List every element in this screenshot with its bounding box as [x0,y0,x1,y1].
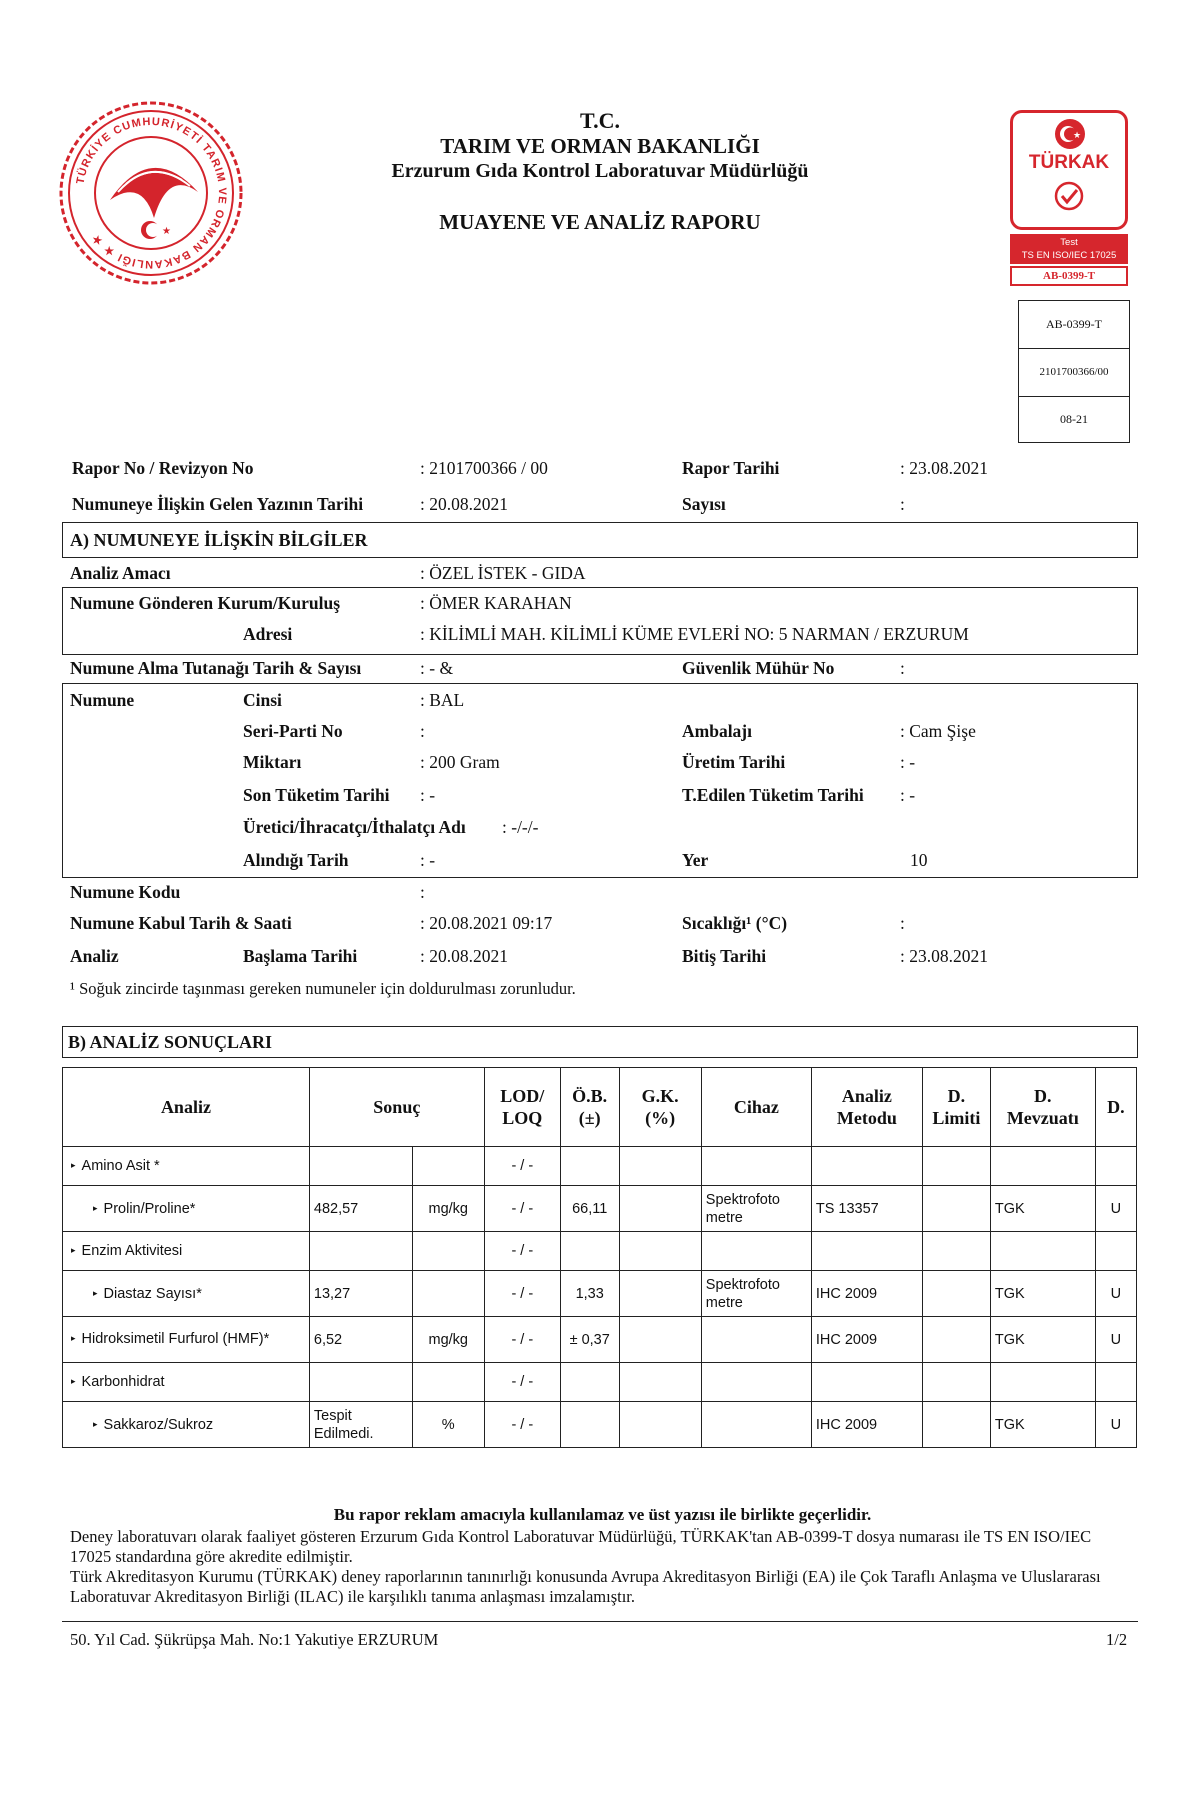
row-d [1095,1147,1136,1186]
row-d [1095,1363,1136,1402]
analiz-amaci-label: Analiz Amacı [70,563,171,583]
row-metod: IHC 2009 [811,1271,922,1317]
t-edilen-label: T.Edilen Tüketim Tarihi [682,785,864,805]
gonderen-label: Numune Gönderen Kurum/Kuruluş [70,593,341,613]
cinsi-label: Cinsi [243,690,282,710]
yer-value: 10 [910,850,928,870]
uretim-value: : - [900,752,916,772]
row-ob [560,1363,619,1402]
numune-kodu-value: : [420,882,425,902]
row-lod: - / - [484,1232,560,1271]
row-analysis-name [63,1232,310,1271]
row-mevzuat [990,1147,1095,1186]
document-id-box [1018,300,1130,443]
row-metod: TS 13357 [811,1186,922,1232]
row-limit [922,1363,990,1402]
row-gk [619,1317,701,1363]
row-ob: ± 0,37 [560,1317,619,1363]
row-d [1095,1232,1136,1271]
lab-name: Erzurum Gıda Kontrol Laboratuvar Müdürlüğü [391,160,809,182]
row-lod: - / - [484,1147,560,1186]
footer-warning: Bu rapor reklam amacıyla kullanılamaz ve üst yazısı ile birlikte geçerlidir. [333,1505,872,1524]
row-ob: 66,11 [560,1186,619,1232]
row-gk [619,1363,701,1402]
cell-text: Amino Asit * [81,1158,160,1174]
footer-address: 50. Yıl Cad. Şükrüpşa Mah. No:1 Yakutiye ERZURUM [70,1630,439,1649]
uretici-value: : -/-/- [502,817,539,837]
row-mevzuat: TGK [990,1402,1095,1448]
cinsi-value: : BAL [420,690,465,710]
bullet-icon: ▸ [93,1287,98,1298]
adres-value: : KİLİMLİ MAH. KİLİMLİ KÜME EVLERİ NO: 5 NARMAN / ERZURUM [420,624,969,644]
guvenlik-label: Güvenlik Mühür No [682,658,835,678]
rapor-no-label: Rapor No / Revizyon No [72,458,254,478]
row-d: U [1095,1186,1136,1232]
row-ob [560,1147,619,1186]
row-limit [922,1232,990,1271]
row-cihaz: Spektrofoto metre [701,1271,811,1317]
rapor-tarihi-value: : 23.08.2021 [900,458,988,478]
analiz-label: Analiz [70,946,119,966]
row-mevzuat: TGK [990,1317,1095,1363]
numune-label: Numune [70,690,135,710]
cell-text: Karbonhidrat [81,1374,165,1390]
col-analiz [63,1068,310,1147]
kabul-label: Numune Kabul Tarih & Saati [70,913,292,933]
id-accreditation: AB-0399-T [1019,301,1129,349]
row-metod [811,1232,922,1271]
yazi-tarihi-value: : 20.08.2021 [420,494,508,514]
row-unit [412,1271,484,1317]
col-metod [811,1068,922,1147]
uretici-label: Üretici/İhracatçı/İthalatçı Adı [243,817,466,837]
row-analysis-name [63,1317,310,1363]
row-analysis-name [63,1363,310,1402]
analiz-amaci-value: : ÖZEL İSTEK - GIDA [420,563,586,583]
footer-notes [70,1505,1135,1607]
col-metod-label: Analiz Metodu [836,1086,897,1128]
tutanak-value: : - & [420,658,454,678]
row-lod: - / - [484,1317,560,1363]
yazi-tarihi-label: Numuneye İlişkin Gelen Yazının Tarihi [72,494,364,514]
table-row [63,1232,1137,1271]
row-gk [619,1147,701,1186]
son-tuketim-value: : - [420,785,436,805]
table-header-row [63,1068,1137,1147]
bullet-icon: ▸ [93,1418,98,1429]
row-result: 482,57 [309,1186,412,1232]
miktar-label: Miktarı [243,752,302,772]
col-d-label: D. [1107,1097,1125,1117]
row-unit [412,1147,484,1186]
tutanak-label: Numune Alma Tutanağı Tarih & Sayısı [70,658,362,678]
sayisi-label: Sayısı [682,494,726,514]
svg-text:★: ★ [1073,130,1082,140]
col-sonuc [309,1068,484,1147]
row-cihaz [701,1402,811,1448]
col-gk-label: G.K. (%) [641,1086,679,1128]
rapor-tarihi-label: Rapor Tarihi [682,458,780,478]
turkak-test-band [1010,234,1128,264]
row-analysis-name [63,1147,310,1186]
row-cihaz [701,1317,811,1363]
row-limit [922,1402,990,1448]
t-edilen-value: : - [900,785,916,805]
alindigi-value: : - [420,850,436,870]
cell-text: Sakkaroz/Sukroz [103,1416,214,1433]
row-metod: IHC 2009 [811,1317,922,1363]
row-unit [412,1232,484,1271]
row-result [309,1363,412,1402]
footer-accreditation: Deney laboratuvarı olarak faaliyet gösteren Erzurum Gıda Kontrol Laboratuvar Müdürlüğü, TÜRKAK'tan AB-0399-T dosya numarası ile TS EN ISO/IEC 17025 standardına göre akredite edilmiştir. [70,1527,1092,1566]
row-cihaz [701,1147,811,1186]
row-d: U [1095,1317,1136,1363]
svg-text:★: ★ [162,226,171,237]
row-result: 6,52 [309,1317,412,1363]
uretim-label: Üretim Tarihi [682,752,786,772]
row-mevzuat [990,1232,1095,1271]
table-row [63,1402,1137,1448]
col-cihaz-label: Cihaz [733,1097,779,1117]
row-lod: - / - [484,1271,560,1317]
footer-recognition: Türk Akreditasyon Kurumu (TÜRKAK) deney raporlarının tanınırlığı konusunda Avrupa Akreditasyon Birliği (EA) ile Çok Taraflı Anlaşma ve Uluslararası Laboratuvar Akreditasyon Birliği (ILAC) ile karşılıklı tanıma anlaşması imzalamıştır. [70,1567,1101,1606]
row-gk [619,1186,701,1232]
row-limit [922,1186,990,1232]
cell-text: Prolin/Proline* [103,1200,196,1217]
row-analysis-name [63,1402,310,1448]
section-a-title: A) NUMUNEYE İLİŞKİN BİLGİLER [70,530,368,550]
sicaklik-label: Sıcaklığı¹ (°C) [682,913,788,933]
row-cihaz [701,1232,811,1271]
id-report-number: 2101700366/00 [1019,349,1129,397]
bitis-label: Bitiş Tarihi [682,946,767,966]
col-d [1095,1068,1136,1147]
yer-label: Yer [682,850,709,870]
col-lod-label: LOD/ LOQ [500,1086,545,1128]
crescent-star-icon [1054,118,1086,150]
table-row [63,1186,1137,1232]
col-limit [922,1068,990,1147]
row-limit [922,1147,990,1186]
row-d: U [1095,1271,1136,1317]
turkak-test-label: Test [1060,237,1078,248]
cell-text: Hidroksimetil Furfurol (HMF)* [81,1330,270,1347]
bullet-icon: ▸ [71,1332,76,1343]
footnote: ¹ Soğuk zincirde taşınması gereken numuneler için doldurulması zorunludur. [70,979,576,998]
row-gk [619,1232,701,1271]
col-cihaz [701,1068,811,1147]
page-number: 1/2 [1106,1630,1128,1649]
results-table [62,1067,1137,1448]
baslama-label: Başlama Tarihi [243,946,358,966]
bullet-icon: ▸ [71,1245,76,1255]
row-metod [811,1147,922,1186]
gonderen-value: : ÖMER KARAHAN [420,593,572,613]
seri-label: Seri-Parti No [243,721,343,741]
row-mevzuat: TGK [990,1186,1095,1232]
document-header [330,108,870,235]
col-gk [619,1068,701,1147]
col-limit-label: D. Limiti [932,1086,981,1128]
row-d: U [1095,1402,1136,1448]
bullet-icon: ▸ [93,1202,98,1213]
numune-kodu-label: Numune Kodu [70,882,181,902]
row-limit [922,1317,990,1363]
baslama-value: : 20.08.2021 [420,946,508,966]
turkak-standard: TS EN ISO/IEC 17025 [1021,250,1117,261]
row-lod: - / - [484,1363,560,1402]
row-result: Tespit Edilmedi. [309,1402,412,1448]
row-lod: - / - [484,1186,560,1232]
row-ob [560,1232,619,1271]
row-gk [619,1271,701,1317]
section-b-title: B) ANALİZ SONUÇLARI [68,1032,273,1052]
col-ob-label: Ö.B. (±) [572,1086,608,1128]
col-sonuc-label: Sonuç [373,1097,421,1117]
bitis-value: : 23.08.2021 [900,946,988,966]
row-gk [619,1402,701,1448]
row-unit [412,1363,484,1402]
id-revision-date: 08-21 [1060,412,1088,426]
row-unit: mg/kg [412,1317,484,1363]
ambalaj-label: Ambalajı [682,721,752,741]
guvenlik-value: : [900,658,905,678]
miktar-value: : 200 Gram [420,752,500,772]
row-lod: - / - [484,1402,560,1448]
ambalaj-value: : Cam Şişe [900,721,976,741]
rapor-no-value: : 2101700366 / 00 [420,458,548,478]
row-ob [560,1402,619,1448]
seri-value: : [420,721,425,741]
col-mevzuat [990,1068,1095,1147]
turkak-brand: TÜRKAK [1028,152,1110,173]
row-cihaz: Spektrofoto metre [701,1186,811,1232]
footer-rule [62,1621,1138,1622]
row-mevzuat: TGK [990,1271,1095,1317]
checkmark-icon [1053,180,1085,212]
table-row [63,1271,1137,1317]
bullet-icon: ▸ [71,1376,76,1386]
col-mevzuat-label: D. Mevzuatı [1006,1086,1079,1128]
sample-box [62,683,1138,878]
cell-text: Enzim Aktivitesi [81,1243,183,1259]
row-limit [922,1271,990,1317]
table-row [63,1363,1137,1402]
alindigi-label: Alındığı Tarih [243,850,349,870]
row-metod [811,1363,922,1402]
report-title: MUAYENE VE ANALİZ RAPORU [439,210,761,234]
col-analiz-label: Analiz [160,1097,211,1117]
row-analysis-name [63,1186,310,1232]
row-mevzuat [990,1363,1095,1402]
cell-text: Diastaz Sayısı* [103,1285,202,1302]
row-result [309,1147,412,1186]
kabul-value: : 20.08.2021 09:17 [420,913,553,933]
sicaklik-value: : [900,913,905,933]
row-metod: IHC 2009 [811,1402,922,1448]
table-row [63,1317,1137,1363]
row-ob: 1,33 [560,1271,619,1317]
turkak-logo [1010,110,1128,285]
row-cihaz [701,1363,811,1402]
col-lod [484,1068,560,1147]
bullet-icon: ▸ [71,1160,76,1170]
sayisi-value: : [900,494,905,514]
son-tuketim-label: Son Tüketim Tarihi [243,785,390,805]
row-result: 13,27 [309,1271,412,1317]
svg-text:TÜRKİYE CUMHURİYETİ TARIM VE O: TÜRKİYE CUMHURİYETİ TARIM VE ORMAN BAKANLIĞI ★ ★ [74,115,229,271]
table-row [63,1147,1137,1186]
col-ob [560,1068,619,1147]
row-unit: % [412,1402,484,1448]
row-analysis-name [63,1271,310,1317]
row-result [309,1232,412,1271]
adres-label: Adresi [243,624,293,644]
ministry-seal [58,100,244,286]
ministry-name: TARIM VE ORMAN BAKANLIĞI [440,134,760,158]
row-unit: mg/kg [412,1186,484,1232]
tc-label: T.C. [580,108,620,133]
turkak-code: AB-0399-T [1010,266,1128,286]
